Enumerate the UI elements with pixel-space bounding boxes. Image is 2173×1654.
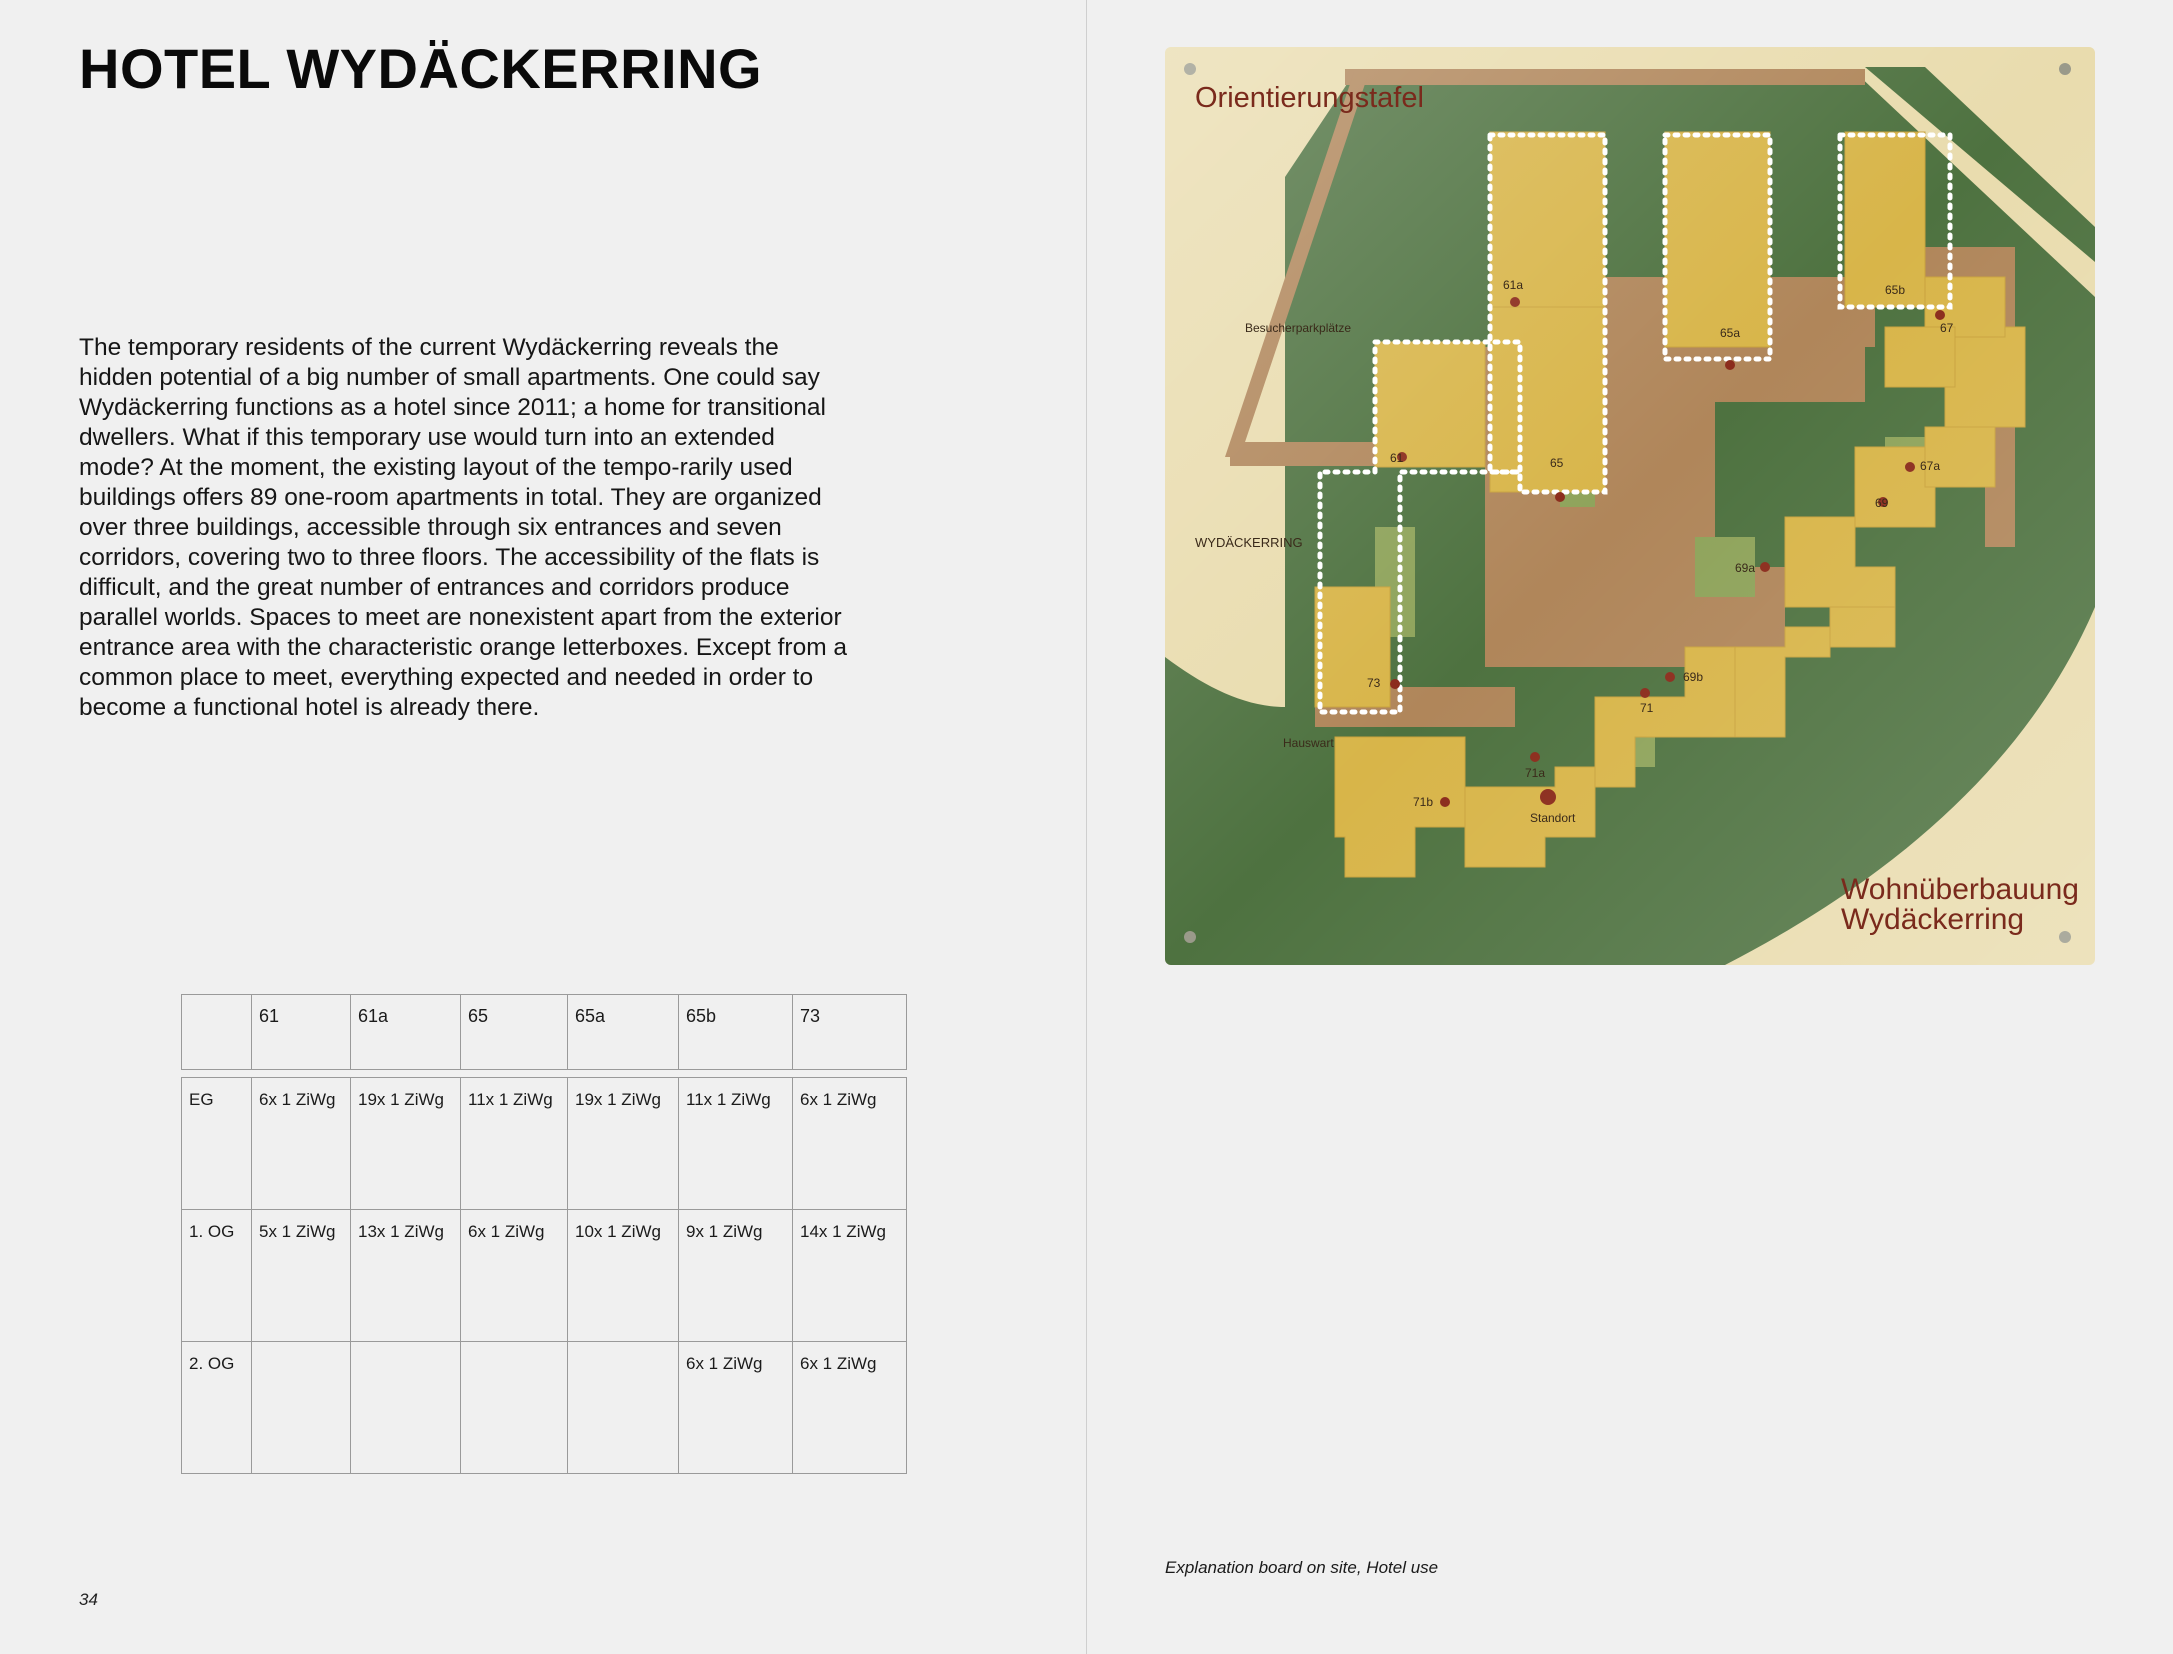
table-cell: 6x 1 ZiWg xyxy=(793,1342,907,1474)
entrance-label: 61a xyxy=(1503,278,1524,292)
apartment-table xyxy=(181,994,906,1474)
site-map-photo xyxy=(1165,47,2095,965)
table-cell: 5x 1 ZiWg xyxy=(252,1210,351,1342)
table-cell: 11x 1 ZiWg xyxy=(461,1078,568,1210)
caretaker-label: Hauswart xyxy=(1283,736,1334,750)
entrance-label: 65 xyxy=(1550,456,1564,470)
table-header-cell: 65b xyxy=(679,995,793,1070)
table-cell: 11x 1 ZiWg xyxy=(679,1078,793,1210)
photo-glare xyxy=(1165,47,2095,965)
table-cell xyxy=(461,1342,568,1474)
entrance-label: 73 xyxy=(1367,676,1381,690)
table-cell: 6x 1 ZiWg xyxy=(679,1342,793,1474)
entrance-label: 71 xyxy=(1640,701,1654,715)
table-row xyxy=(182,1078,907,1210)
standort-label: Standort xyxy=(1530,811,1576,825)
table-cell: 6x 1 ZiWg xyxy=(252,1078,351,1210)
entrance-label: 67 xyxy=(1940,321,1954,335)
table-header-cell: 65a xyxy=(568,995,679,1070)
table-header-cell: 61 xyxy=(252,995,351,1070)
map-title-line1: Wohnüberbauung xyxy=(1841,873,2079,906)
table-row xyxy=(182,1342,907,1474)
map-heading: Orientierungstafel xyxy=(1195,82,1424,114)
body-paragraph: The temporary residents of the current Wydäckerring reveals the hidden potential of a big number of small apartments. One could say Wydäckerring functions as a hotel since 2011; a home for transitional dwellers. What if this temporary use would turn into an extended mode? At the moment, the existing layout of the tempo-rarily used buildings offers 89 one-room apartments in total. They are organized over three buildings, accessible through six entrances and seven corridors, covering two to three floors. The accessibility of the flats is difficult, and the great number of entrances and corridors produce parallel worlds. Spaces to meet are nonexistent apart from the exterior entrance area with the characteristic orange letterboxes. Except from a common place to meet, everything expected and needed in order to become a functional hotel is already there. xyxy=(79,334,848,721)
site-map-illustration xyxy=(1165,47,2095,965)
entrance-label: 65a xyxy=(1720,326,1741,340)
table-cell: 19x 1 ZiWg xyxy=(568,1078,679,1210)
table-cell xyxy=(568,1342,679,1474)
entrance-label: 61 xyxy=(1390,451,1404,465)
table-cell xyxy=(351,1342,461,1474)
table-header-cell xyxy=(182,995,252,1070)
table-cell: 14x 1 ZiWg xyxy=(793,1210,907,1342)
entrance-label: 71b xyxy=(1413,795,1434,809)
table-cell: 6x 1 ZiWg xyxy=(461,1210,568,1342)
photo-caption: Explanation board on site, Hotel use xyxy=(1165,1558,1439,1577)
entrance-label: 65b xyxy=(1885,283,1906,297)
entrance-label: 69 xyxy=(1875,496,1889,510)
table-cell: 13x 1 ZiWg xyxy=(351,1210,461,1342)
table-cell: 19x 1 ZiWg xyxy=(351,1078,461,1210)
entrance-label: 69b xyxy=(1683,670,1704,684)
table-row xyxy=(182,1210,907,1342)
table-header-row xyxy=(182,995,907,1070)
page-number: 34 xyxy=(79,1590,98,1609)
parking-label: Besucherparkplätze xyxy=(1245,321,1352,335)
page-title: HOTEL WYDÄCKERRING xyxy=(79,37,763,100)
entrance-label: 71a xyxy=(1525,766,1546,780)
table-cell xyxy=(252,1342,351,1474)
entrance-label: 67a xyxy=(1920,459,1941,473)
left-page xyxy=(0,0,1086,1654)
table-cell: 1. OG xyxy=(182,1210,252,1342)
table-header-cell: 65 xyxy=(461,995,568,1070)
map-title-line2: Wydäckerring xyxy=(1841,903,2025,936)
street-label: WYDÄCKERRING xyxy=(1195,535,1303,550)
table-cell: 10x 1 ZiWg xyxy=(568,1210,679,1342)
table-header-cell: 61a xyxy=(351,995,461,1070)
table-cell: 2. OG xyxy=(182,1342,252,1474)
table-header-cell: 73 xyxy=(793,995,907,1070)
table-cell: 6x 1 ZiWg xyxy=(793,1078,907,1210)
table-cell: 9x 1 ZiWg xyxy=(679,1210,793,1342)
entrance-label: 69a xyxy=(1735,561,1756,575)
table-cell: EG xyxy=(182,1078,252,1210)
